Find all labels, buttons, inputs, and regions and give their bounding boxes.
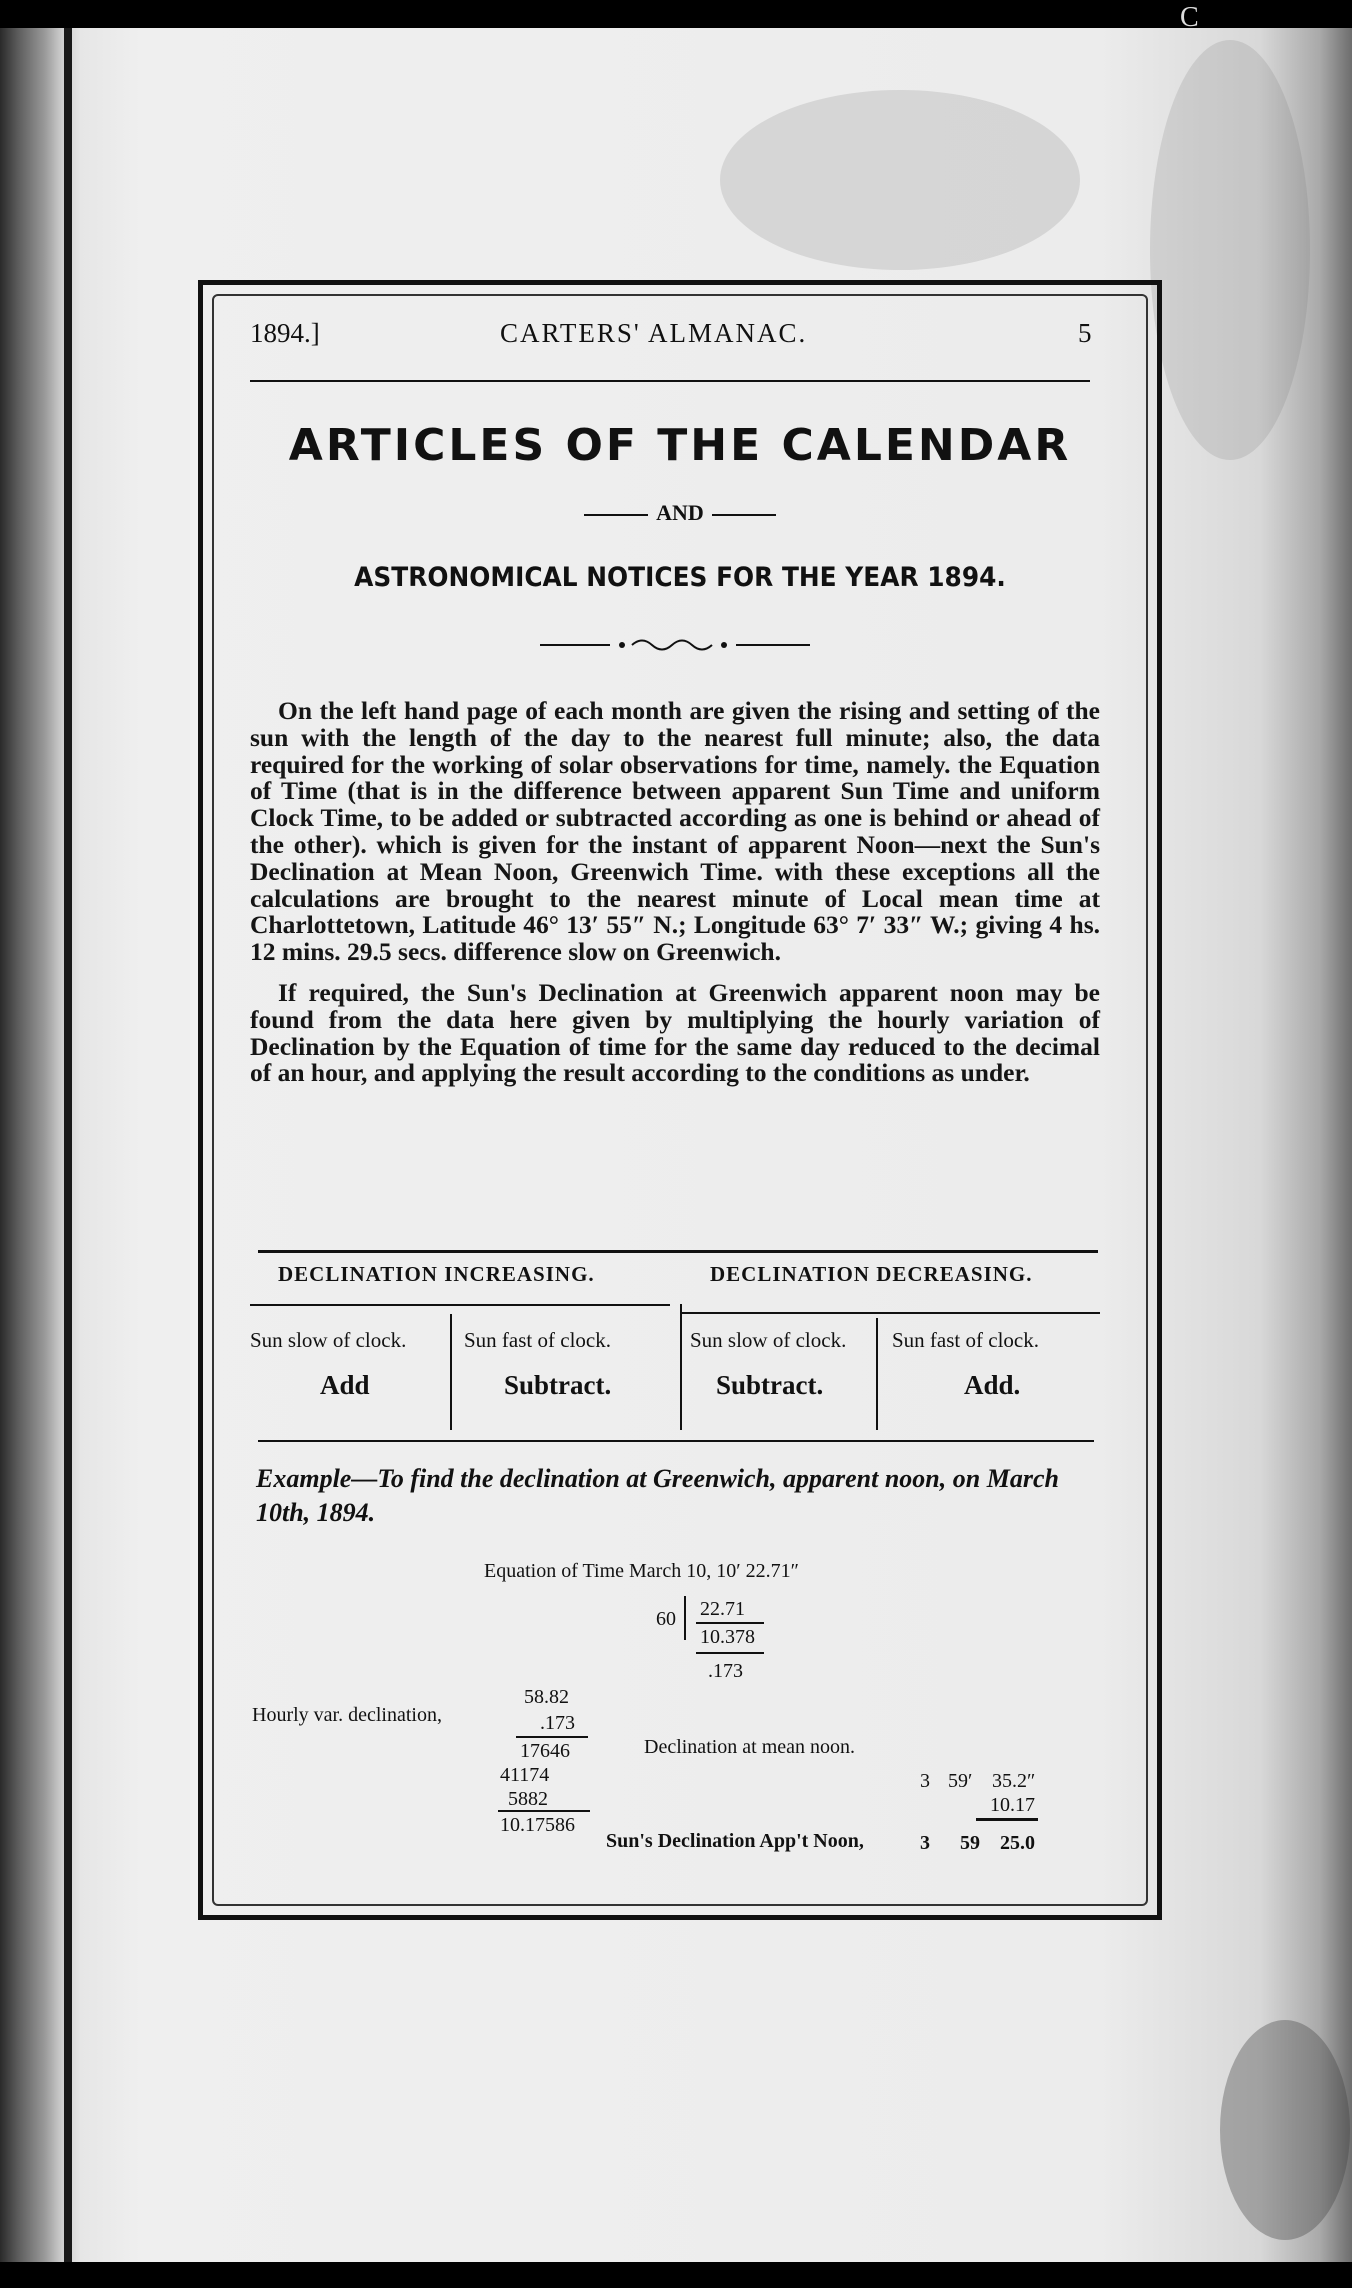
table-rule-top	[258, 1250, 1098, 1253]
multiplication-rule	[516, 1736, 588, 1738]
subtitle: ASTRONOMICAL NOTICES FOR THE YEAR 1894.	[354, 562, 1006, 593]
apparent-noon-minutes: 59	[960, 1832, 980, 1854]
mean-noon-minutes: 59′	[948, 1770, 973, 1792]
page-number: 5	[1078, 318, 1092, 348]
header-year: 1894.]	[250, 318, 320, 348]
ornament-divider-icon	[540, 634, 810, 656]
division-step: 22.71	[700, 1598, 745, 1620]
table-rule-bottom	[258, 1440, 1094, 1442]
multiplication-step: 41174	[500, 1764, 550, 1786]
example-heading: Example—To find the declination at Greenwich, apparent noon, on March 10th, 1894.	[256, 1464, 1059, 1527]
scan-bottom-edge	[0, 2262, 1352, 2288]
book-spine	[64, 28, 72, 2262]
header-rule	[250, 380, 1090, 382]
table-rule	[682, 1312, 1100, 1314]
scan-top-edge	[0, 0, 1352, 28]
table-divider	[680, 1304, 682, 1430]
header-declination-increasing: DECLINATION INCREASING.	[278, 1262, 595, 1286]
cell-condition: Sun fast of clock.	[892, 1328, 1039, 1352]
cell-action: Subtract.	[504, 1370, 612, 1400]
paper-stain	[1150, 40, 1310, 460]
equation-line: Equation of Time March 10, 10′ 22.71″	[484, 1560, 799, 1582]
table-divider	[876, 1318, 878, 1430]
cell-condition: Sun slow of clock.	[690, 1328, 847, 1352]
and-word: AND	[656, 500, 704, 525]
multiplication-step: 17646	[520, 1740, 570, 1762]
mean-noon-seconds: 35.2″	[992, 1770, 1036, 1792]
paper-fold	[1220, 2020, 1350, 2240]
apparent-noon-seconds: 25.0	[1000, 1832, 1035, 1854]
hourly-variation-label: Hourly var. declination,	[252, 1704, 442, 1726]
division-rule	[696, 1652, 764, 1654]
and-rule-left	[584, 514, 648, 516]
division-step: 10.378	[700, 1626, 755, 1648]
paragraph: If required, the Sun's Declination at Greenwich apparent noon may be found from the data here given by multiplying the hourly variation of Declination by the Equation of time for the same day reduced to the decimal of an hour, and applying the result according to the conditions as under.	[250, 977, 1100, 1088]
apparent-noon-degrees: 3	[920, 1832, 930, 1854]
divisor: 60	[656, 1608, 676, 1630]
margin-mark: C	[1180, 2, 1199, 33]
multiplication-result: 10.17586	[500, 1814, 575, 1836]
multiplication-rule	[498, 1810, 590, 1812]
cell-condition: Sun slow of clock.	[250, 1328, 407, 1352]
division-bar	[684, 1596, 686, 1640]
table-divider	[450, 1314, 452, 1430]
sum-rule	[976, 1818, 1038, 1821]
multiplication-step: .173	[540, 1712, 575, 1734]
cell-action: Subtract.	[716, 1370, 824, 1400]
division-rule	[696, 1622, 764, 1624]
body-text	[250, 698, 1100, 1101]
cell-condition: Sun fast of clock.	[464, 1328, 611, 1352]
and-divider	[212, 500, 1148, 526]
header-declination-decreasing: DECLINATION DECREASING.	[710, 1262, 1033, 1286]
cell-action: Add.	[964, 1370, 1021, 1400]
correction-value: 10.17	[990, 1794, 1035, 1816]
paper-stain	[720, 90, 1080, 270]
paragraph: On the left hand page of each month are given the rising and setting of the sun with the length of the day to the nearest full minute; also, the data required for the working of solar observations for time, namely. the Equation of Time (that is in the difference between apparent Sun Time and uniform Clock Time, to be added or subtracted according as one is behind or ahead of the other). which is given for the instant of apparent Noon—next the Sun's Declination at Mean Noon, Greenwich Time. with these exceptions all the calculations are brought to the nearest minute of Local mean time at Charlottetown, Latitude 46° 13′ 55″ N.; Longitude 63° 7′ 33″ W.; giving 4 hs. 12 mins. 29.5 secs. difference slow on Greenwich.	[250, 696, 1100, 967]
mean-noon-degrees: 3	[920, 1770, 930, 1792]
header-title: CARTERS' ALMANAC.	[500, 318, 808, 348]
division-result: .173	[708, 1660, 743, 1682]
mean-noon-label: Declination at mean noon.	[644, 1736, 856, 1758]
cell-action: Add	[320, 1370, 370, 1400]
multiplication-step: 5882	[508, 1788, 548, 1810]
multiplication-step: 58.82	[524, 1686, 569, 1708]
apparent-noon-label: Sun's Declination App't Noon,	[606, 1830, 864, 1852]
main-title: ARTICLES OF THE CALENDAR	[288, 420, 1072, 471]
table-rule	[250, 1304, 670, 1306]
and-rule-right	[712, 514, 776, 516]
